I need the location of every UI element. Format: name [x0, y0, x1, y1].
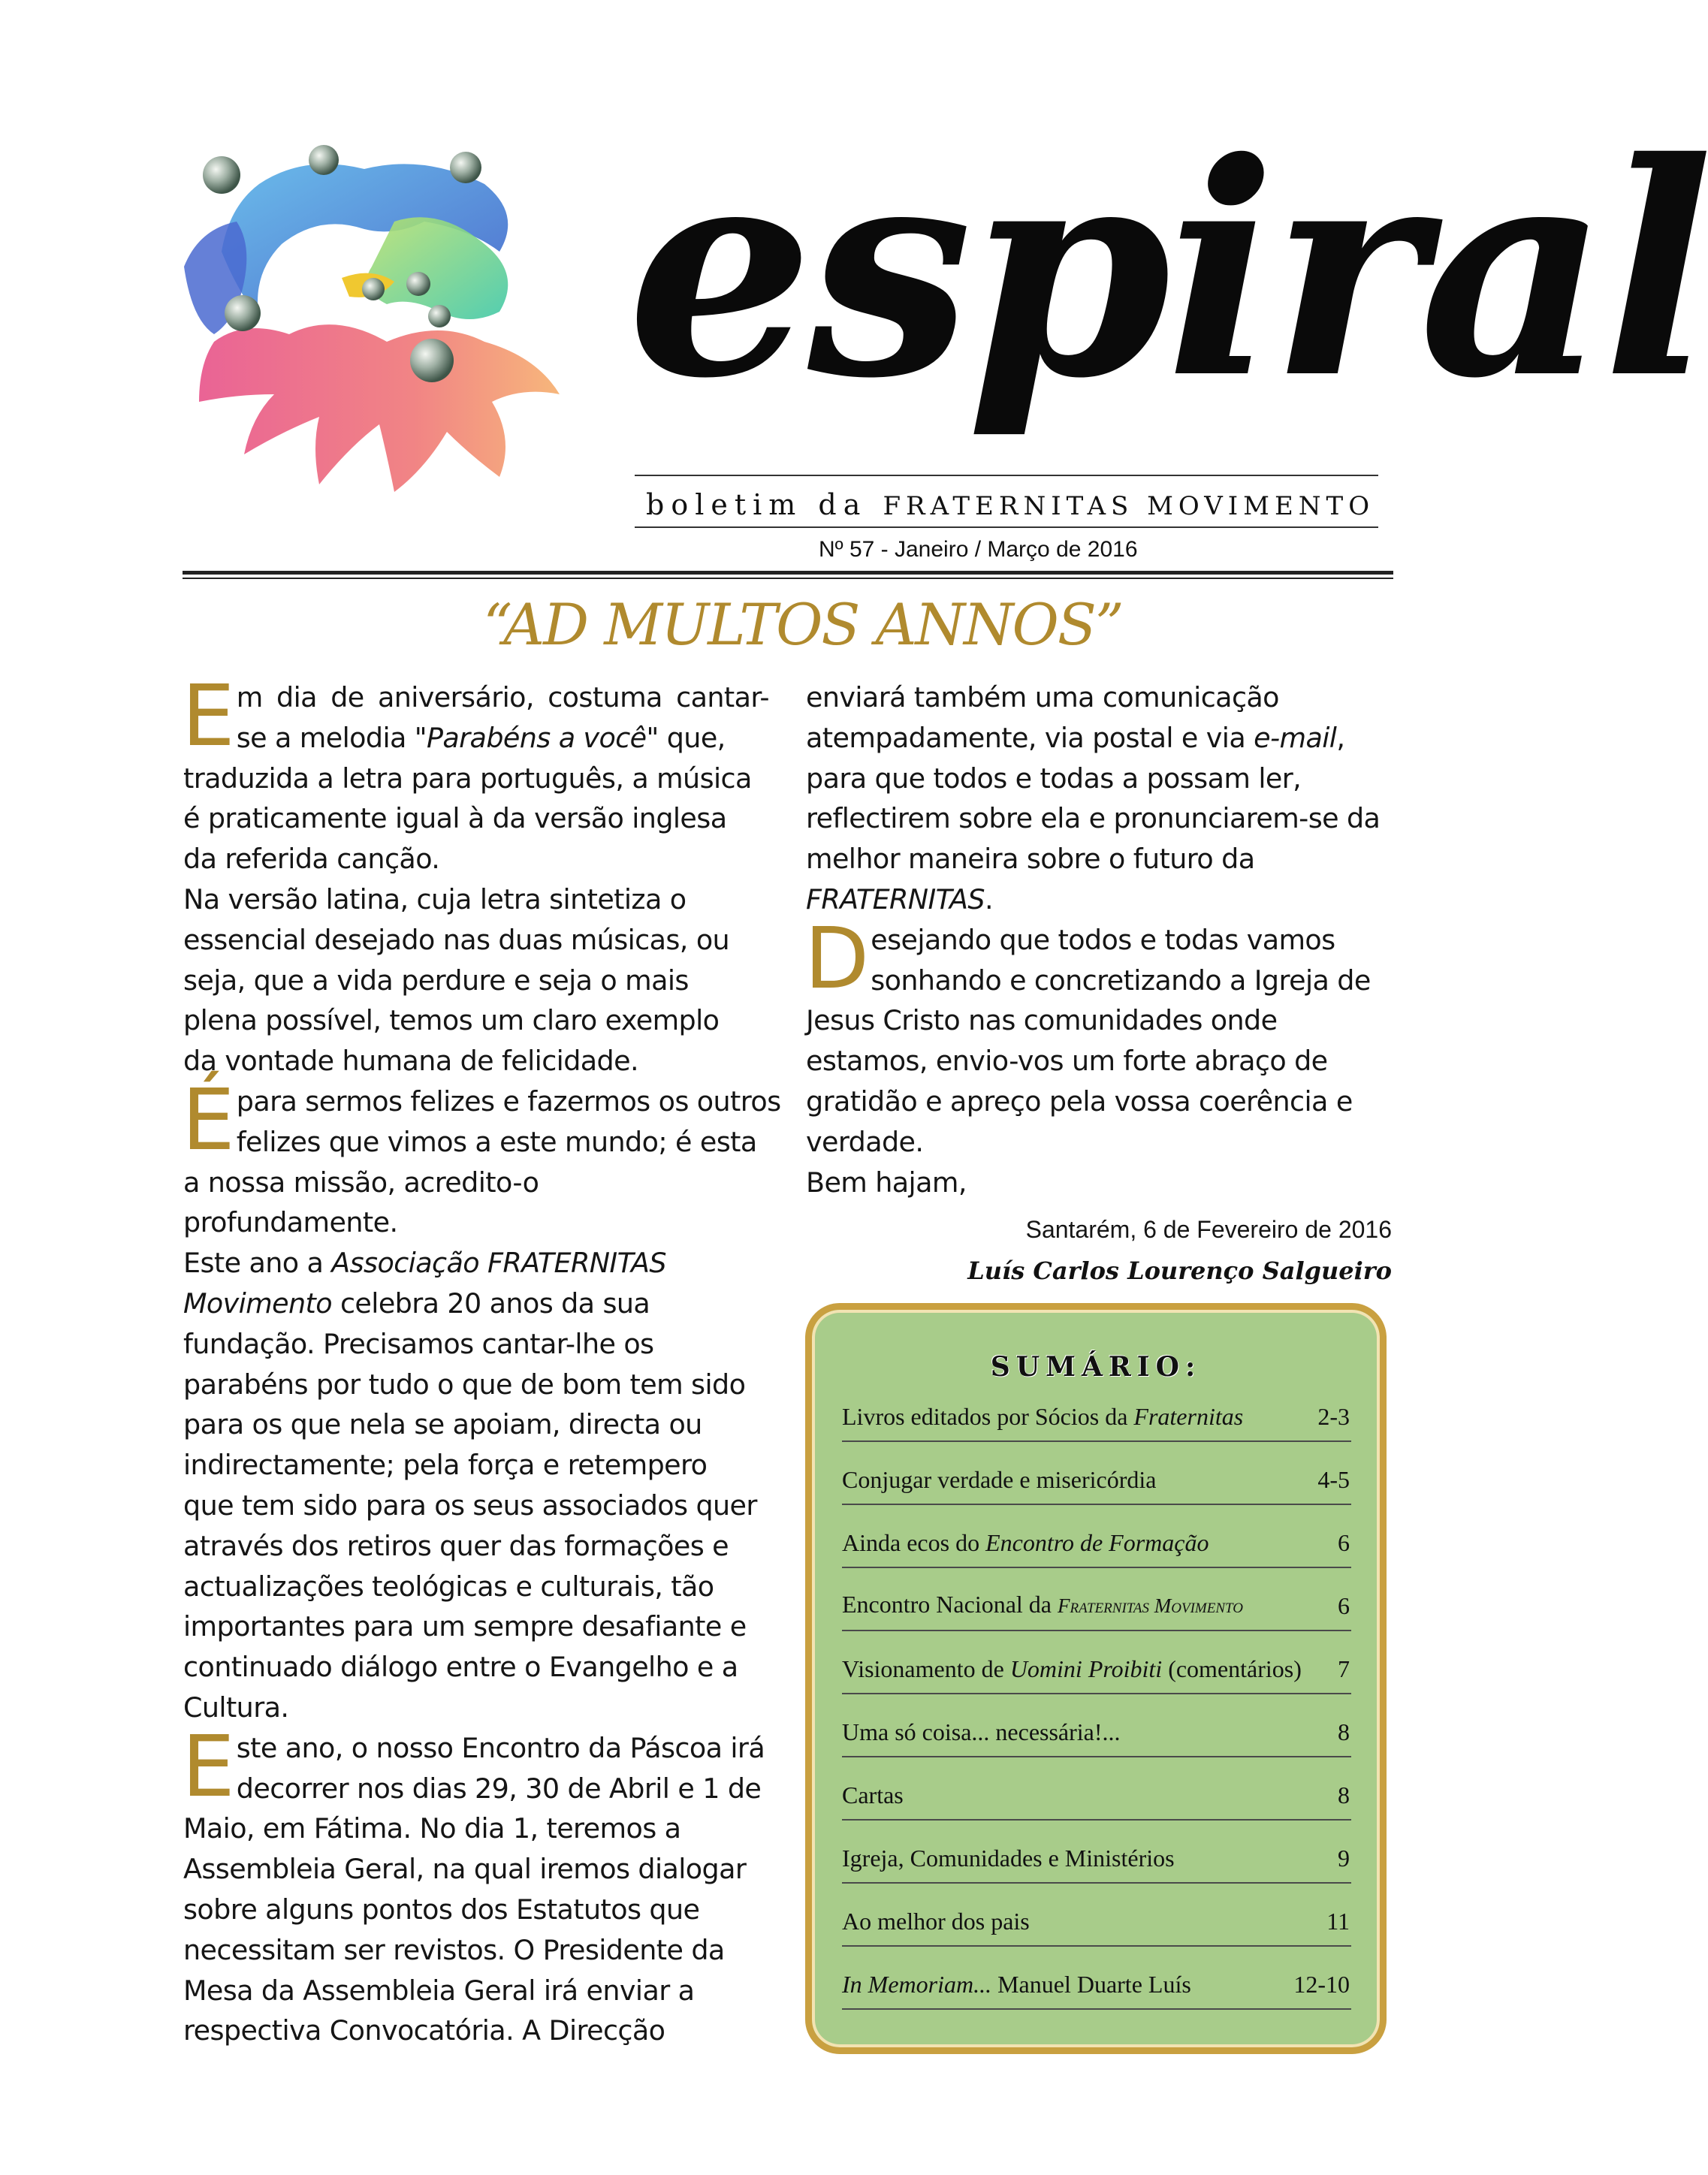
summary-entry[interactable]	[842, 1771, 1351, 1821]
paragraph-5	[182, 1718, 769, 2051]
entry-text: Conjugar verdade e misericórdia	[842, 1466, 1157, 1493]
drop-cap: E	[182, 1718, 235, 1816]
author-signature: Luís Carlos Lourenço Salgueiro	[967, 1256, 1392, 1285]
text-line: traduzida a letra para português, a música	[183, 762, 752, 795]
entry-page: 12-10	[1293, 1971, 1350, 1998]
entry-text: Ao melhor dos pais	[842, 1908, 1030, 1935]
text-line: enviará também uma comunicação	[806, 681, 1279, 713]
text-line	[183, 1243, 769, 1284]
text-line: Jesus Cristo nas comunidades onde	[806, 1004, 1278, 1037]
text-line: estamos, envio-vos um forte abraço de	[806, 1045, 1328, 1078]
text-line: que tem sido para os seus associados quer	[183, 1489, 757, 1522]
entry-page: 2-3	[1317, 1403, 1350, 1430]
entry-text: Cartas	[842, 1781, 904, 1808]
summary-entry[interactable]	[842, 1897, 1351, 1947]
entry-page: 8	[1338, 1781, 1350, 1808]
drop-cap: É	[182, 1071, 235, 1169]
entry-text: Livros editados por Sócios da	[842, 1403, 1134, 1430]
summary-entry[interactable]	[842, 1834, 1351, 1884]
text-line: decorrer nos dias 29, 30 de Abril e 1 de	[236, 1772, 762, 1805]
paragraph-6	[806, 677, 1399, 920]
issue-info: Nº 57 - Janeiro / Março de 2016	[819, 537, 1138, 562]
subtitle-prefix: boletim da	[646, 488, 868, 521]
text-line: continuado diálogo entre o Evangelho e a	[183, 1651, 738, 1684]
paragraph-4	[183, 1243, 769, 1728]
text-line: verdade.	[806, 1125, 924, 1158]
text-line: felizes que vimos a este mundo; é esta	[236, 1125, 757, 1158]
text-line: esejando que todos e todas vamos	[871, 923, 1335, 956]
text-line: necessitam ser revistos. O Presidente da	[183, 1933, 725, 1966]
text-line: respectiva Convocatória. A Direcção	[183, 2014, 665, 2047]
text-line: Na versão latina, cuja letra sintetiza o	[183, 882, 687, 916]
association-name: Associação FRATERNITAS	[331, 1247, 666, 1280]
entry-title	[842, 1645, 1302, 1693]
entry-title	[842, 1519, 1209, 1567]
summary-entry[interactable]	[842, 1456, 1351, 1505]
entry-title	[842, 1960, 1191, 2008]
text-run: Este ano a	[183, 1247, 332, 1280]
entry-title	[842, 1392, 1243, 1440]
text-run: atempadamente, via postal e via	[806, 721, 1254, 754]
entry-text-italic: In Memoriam...	[842, 1971, 992, 1998]
header-double-rule	[183, 571, 1393, 575]
text-line: da vontade humana de felicidade.	[183, 1045, 638, 1078]
text-line: plena possível, temos um claro exemplo	[183, 1004, 720, 1037]
association-name: FRATERNITAS	[806, 882, 985, 916]
entry-text-italic: Fraternitas	[1133, 1403, 1244, 1430]
article-headline: “AD MULTOS ANNOS”	[483, 591, 1123, 658]
text-line: Assembleia Geral, na qual iremos dialogar	[183, 1853, 747, 1886]
paragraph-8	[806, 1163, 1399, 1203]
text-line: para que todos e todas a possam ler,	[806, 762, 1302, 795]
header-double-rule-thin	[183, 578, 1393, 579]
text-line	[183, 718, 769, 759]
association-name: Movimento	[183, 1287, 332, 1320]
summary-title: SUMÁRIO:	[990, 1351, 1202, 1383]
text-line: Maio, em Fátima. No dia 1, teremos a	[183, 1812, 681, 1845]
article-column-left	[182, 668, 781, 2051]
email-word: e-mail	[1254, 721, 1337, 754]
entry-page: 9	[1338, 1845, 1350, 1872]
summary-box	[805, 1303, 1387, 2054]
entry-title	[842, 1708, 1121, 1756]
summary-entry[interactable]	[842, 1960, 1351, 2010]
text-line: Cultura.	[183, 1691, 289, 1724]
text-line: profundamente.	[183, 1206, 398, 1239]
drop-cap: D	[804, 910, 870, 1008]
text-line: importantes para um sempre desafiante e	[183, 1610, 747, 1643]
text-line: fundação. Precisamos cantar-lhe os	[183, 1327, 654, 1360]
paragraph-3	[182, 1071, 781, 1243]
summary-entry[interactable]	[842, 1645, 1351, 1694]
entry-page: 4-5	[1317, 1466, 1350, 1493]
text-line: reflectirem sobre ela e pronunciarem-se da	[806, 802, 1381, 835]
text-line: para sermos felizes e fazermos os outros	[236, 1084, 781, 1118]
text-line: essencial desejado nas duas músicas, ou	[183, 923, 730, 956]
text-run: ,	[1336, 721, 1345, 754]
text-line: ste ano, o nosso Encontro da Páscoa irá	[236, 1731, 765, 1764]
entry-text: Manuel Duarte Luís	[991, 1971, 1191, 1998]
entry-text: Ainda ecos do	[842, 1529, 986, 1556]
entry-title	[842, 1834, 1175, 1882]
text-line: é praticamente igual à da versão inglesa	[183, 802, 727, 835]
entry-title	[842, 1771, 904, 1819]
text-line: através dos retiros quer das formações e	[183, 1529, 729, 1562]
fraternitas-logo	[169, 139, 597, 507]
song-title: Parabéns a você	[426, 721, 647, 754]
entry-page: 6	[1338, 1529, 1350, 1556]
text-line: Bem hajam,	[806, 1166, 967, 1199]
summary-entry[interactable]	[842, 1519, 1351, 1568]
summary-entry[interactable]	[842, 1392, 1351, 1442]
summary-entry[interactable]	[842, 1708, 1351, 1757]
entry-page: 6	[1338, 1592, 1350, 1619]
text-run: se a melodia "	[236, 721, 427, 754]
text-line: da referida canção.	[183, 843, 440, 876]
drop-cap: E	[182, 668, 235, 765]
text-line: indirectamente; pela força e retempero	[183, 1449, 708, 1482]
text-line: actualizações teológicas e culturais, tão	[183, 1570, 714, 1603]
text-line	[806, 879, 1399, 920]
paragraph-2	[183, 879, 769, 1081]
entry-text: (comentários)	[1162, 1655, 1302, 1682]
subtitle-org: FRATERNITAS MOVIMENTO	[883, 491, 1375, 521]
text-line: melhor maneira sobre o futuro da	[806, 843, 1255, 876]
text-line: sonhando e concretizando a Igreja de	[871, 964, 1371, 997]
text-line: para os que nela se apoiam, directa ou	[183, 1408, 702, 1441]
entry-text-italic: Uomini Proibiti	[1009, 1655, 1163, 1682]
entry-text: Uma só coisa... necessária!...	[842, 1718, 1121, 1745]
entry-text-italic: Encontro de Formação	[985, 1529, 1209, 1556]
entry-text: Visionamento de	[842, 1655, 1010, 1682]
entry-text-italic: Fraternitas Movimento	[1058, 1594, 1243, 1617]
text-line: sobre alguns pontos dos Estatutos que	[183, 1893, 700, 1926]
masthead-subtitle	[646, 484, 1378, 526]
text-line: parabéns por tudo o que de bom tem sido	[183, 1368, 746, 1401]
text-line: Mesa da Assembleia Geral irá enviar a	[183, 1974, 695, 2007]
subtitle-bottom-rule	[635, 526, 1378, 528]
subtitle-top-rule	[635, 475, 1378, 476]
text-line: a nossa missão, acredito-o	[183, 1166, 539, 1199]
text-run: " que,	[646, 721, 726, 754]
text-run: .	[984, 882, 993, 916]
entry-title	[842, 1580, 1243, 1630]
entry-page: 7	[1338, 1655, 1350, 1682]
entry-page: 8	[1338, 1718, 1350, 1745]
text-line: m dia de aniversário, costuma cantar-	[236, 681, 769, 713]
summary-entry[interactable]	[842, 1582, 1351, 1631]
entry-title	[842, 1456, 1157, 1504]
paragraph-7	[804, 910, 1399, 1163]
entry-text: Igreja, Comunidades e Ministérios	[842, 1845, 1175, 1872]
text-line	[806, 718, 1399, 759]
place-date: Santarém, 6 de Fevereiro de 2016	[1025, 1216, 1392, 1243]
text-run: celebra 20 anos da sua	[331, 1287, 650, 1320]
text-line: seja, que a vida perdure e seja o mais	[183, 964, 689, 997]
text-line	[183, 1284, 769, 1324]
paragraph-1	[182, 668, 769, 879]
masthead-title: espiral	[627, 98, 1708, 442]
entry-text: Encontro Nacional da	[842, 1591, 1058, 1618]
entry-page: 11	[1326, 1908, 1350, 1935]
entry-title	[842, 1897, 1030, 1945]
article-column-right	[806, 677, 1399, 1202]
text-line: gratidão e apreço pela vossa coerência e	[806, 1084, 1353, 1118]
